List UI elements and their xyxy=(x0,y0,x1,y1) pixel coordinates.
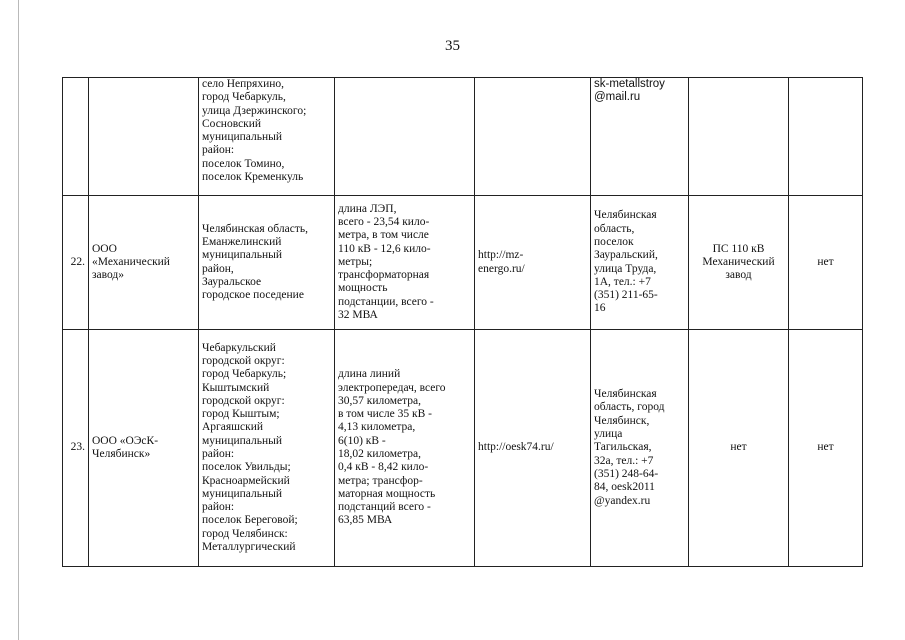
website-cell[interactable]: http://mz- energo.ru/ xyxy=(475,196,591,330)
address-cell: Челябинская область, город Челябинск, улица Тагильская, 32а, тел.: +7 (351) 248-64- 84, oesk2011 @yandex.ru xyxy=(591,330,689,567)
page-left-edge xyxy=(18,0,19,640)
organization-cell: ООО «ОЭсК- Челябинск» xyxy=(89,330,199,567)
territory-cell: село Непряхино, город Чебаркуль, улица Дзержинского; Сосновский муниципальный район: поселок Томино, поселок Кременкуль xyxy=(199,78,335,196)
address-cell: sk-metallstroy @mail.ru xyxy=(591,78,689,196)
substation-cell: ПС 110 кВ Механический завод xyxy=(689,196,789,330)
organization-cell: ООО «Механический завод» xyxy=(89,196,199,330)
substation-cell xyxy=(689,78,789,196)
territory-cell: Челябинская область, Еманжелинский муниципальный район, Зауральское городское поседение xyxy=(199,196,335,330)
table-row xyxy=(63,196,863,330)
territory-cell: Чебаркульский городской округ: город Чебаркуль; Кыштымский городской округ: город Кыштым; Аргаяшский муниципальный район: поселок Увильды; Красноармейский муниципальный район: поселок Береговой; город Челябинск: Металлургический xyxy=(199,330,335,567)
page-number: 35 xyxy=(445,38,460,54)
organization-cell xyxy=(89,78,199,196)
note-cell xyxy=(789,78,863,196)
table-row xyxy=(63,78,863,196)
address-cell: Челябинская область, поселок Зауральский, улица Труда, 1А, тел.: +7 (351) 211-65- 16 xyxy=(591,196,689,330)
note-cell: нет xyxy=(789,330,863,567)
website-cell[interactable]: http://oesk74.ru/ xyxy=(475,330,591,567)
grid-parameters-cell: длина ЛЭП, всего - 23,54 кило- метра, в том числе 110 кВ - 12,6 кило- метры; трансформаторная мощность подстанции, всего - 32 МВА xyxy=(335,196,475,330)
note-cell: нет xyxy=(789,196,863,330)
grid-parameters-cell xyxy=(335,78,475,196)
substation-cell: нет xyxy=(689,330,789,567)
row-number-cell xyxy=(63,78,89,196)
grid-parameters-cell: длина линий электропередач, всего 30,57 километра, в том числе 35 кВ - 4,13 километра, 6(10) кВ - 18,02 километра, 0,4 кВ - 8,42 кило- метра; трансфор- маторная мощность подстанций всего - 63,85 МВА xyxy=(335,330,475,567)
row-number-cell: 23. xyxy=(63,330,89,567)
row-number-cell: 22. xyxy=(63,196,89,330)
grid-organizations-table xyxy=(62,77,863,567)
website-cell xyxy=(475,78,591,196)
table-row xyxy=(63,330,863,567)
